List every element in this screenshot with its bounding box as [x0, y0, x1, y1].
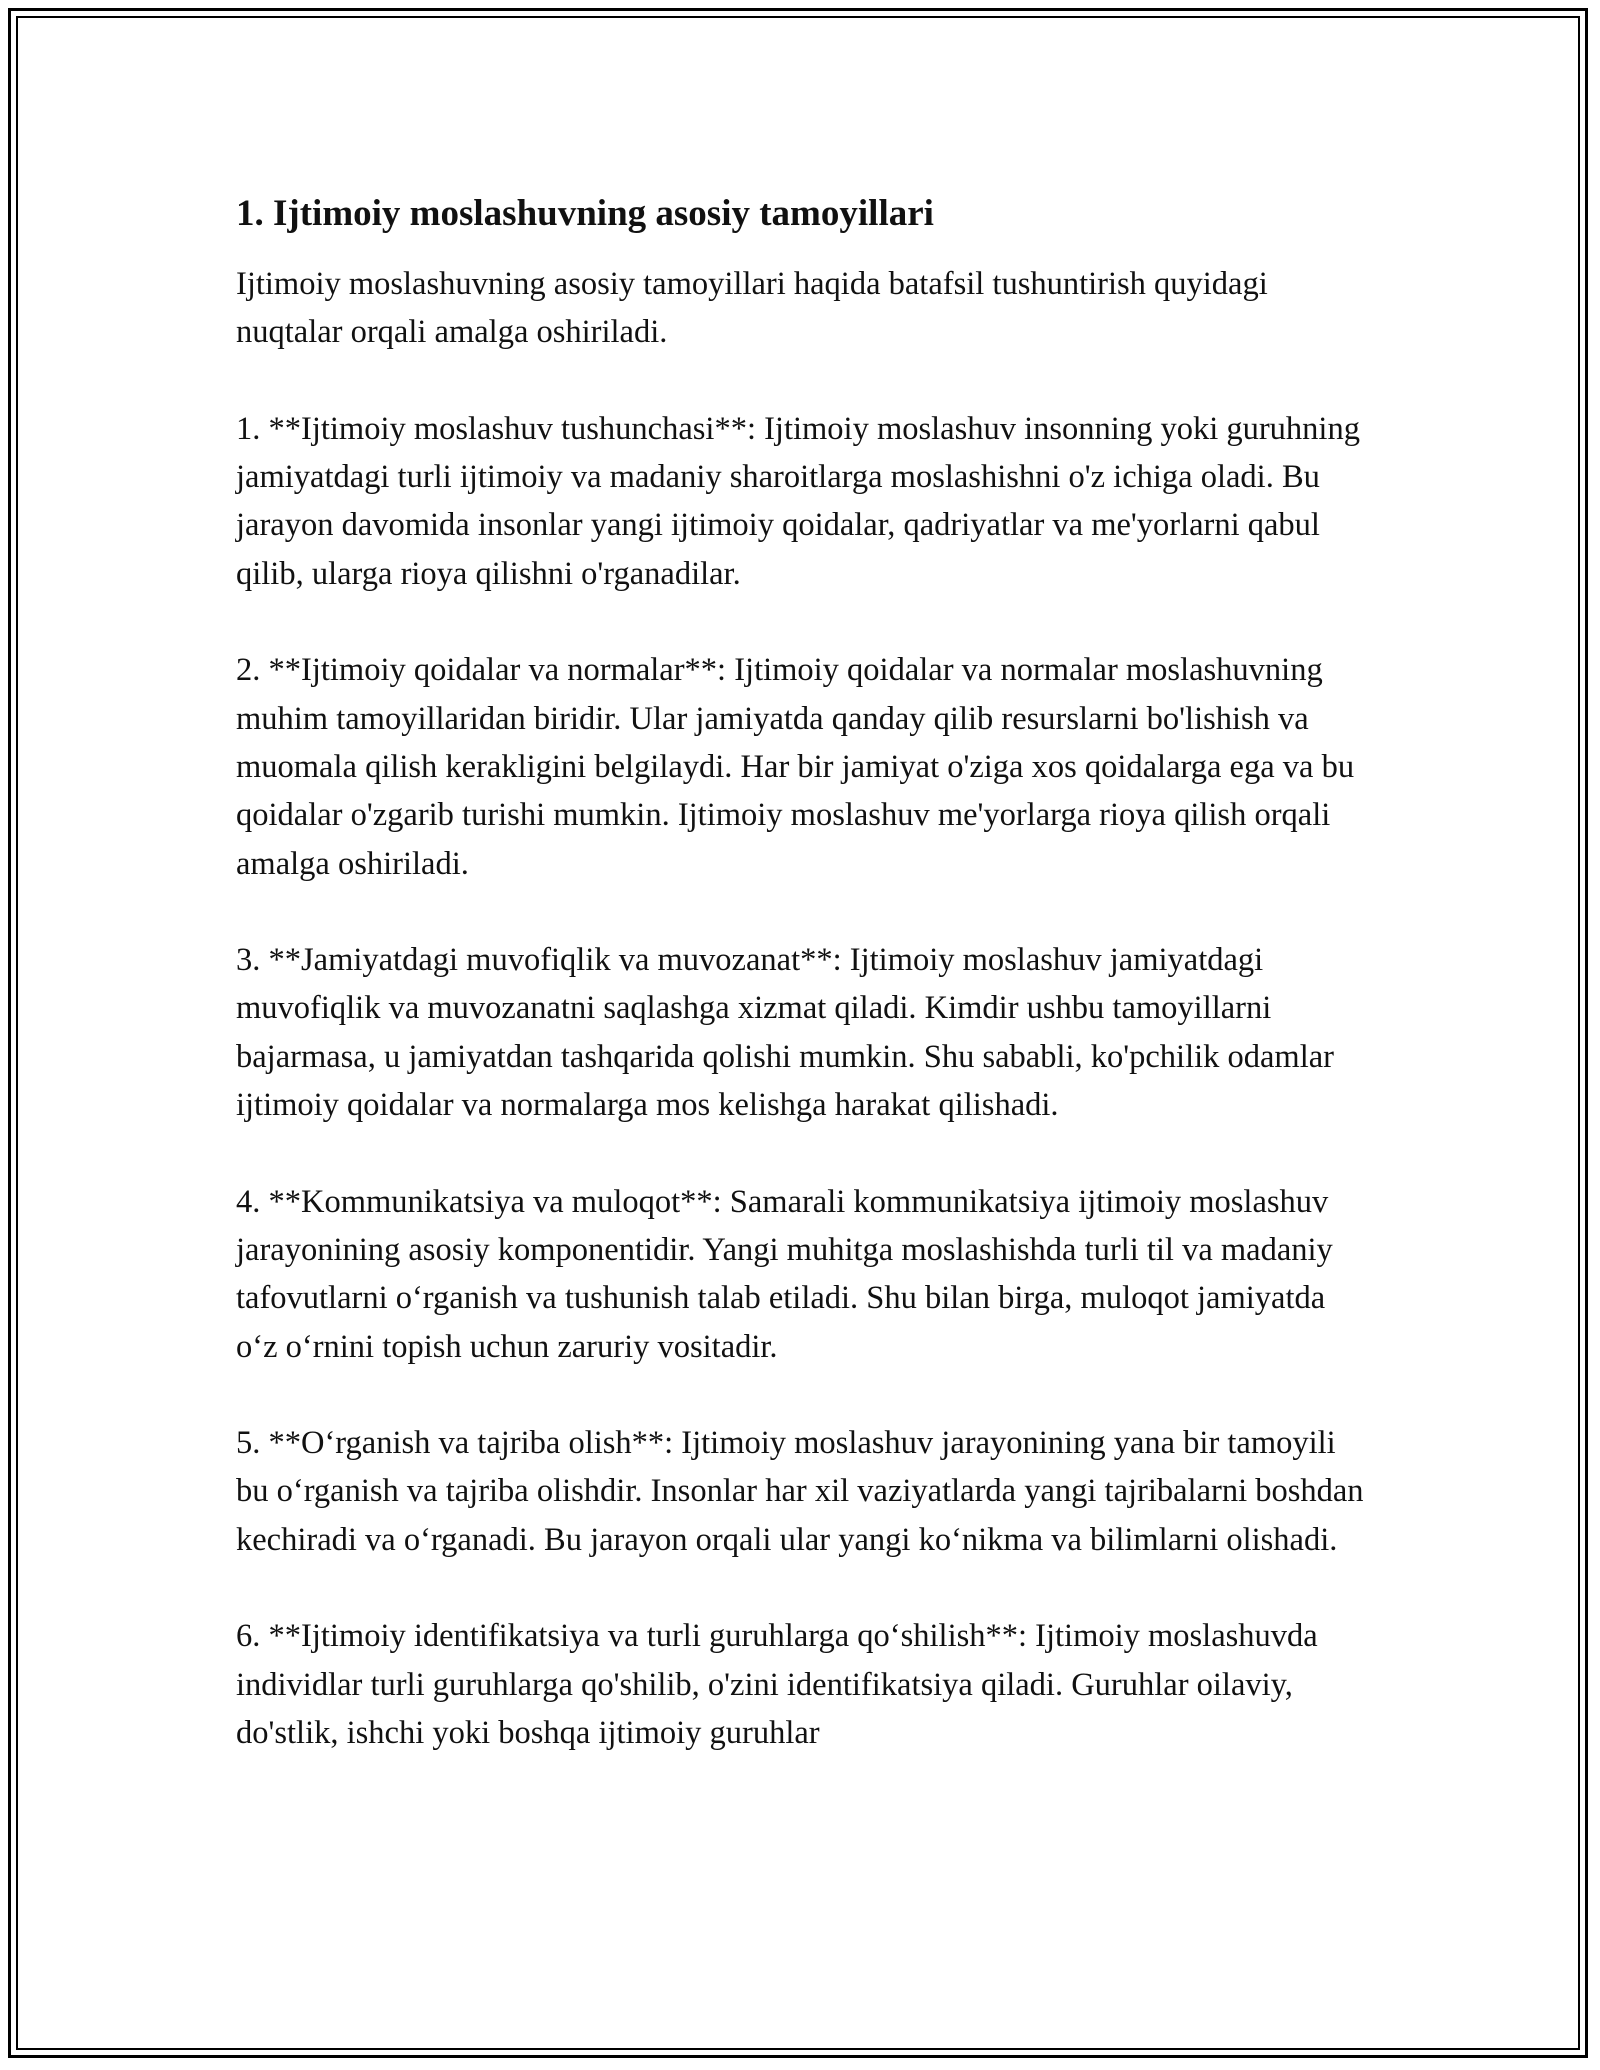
paragraph-item-2: 2. **Ijtimoiy qoidalar va normalar**: Ijtimoiy qoidalar va normalar moslashuvning muhim tamoyillaridan biridir. Ular jamiyatda qanday qilib resurslarni bo'lishish va muomala qilish kerakligini belgilaydi. Har bir jamiyat o'ziga xos qoidalarga ega va bu qoidalar o'zgarib turishi mumkin. Ijtimoiy moslashuv me'yorlarga rioya qilish orqali amalga oshiriladi.: [236, 652, 1355, 882]
paragraph-item-5: 5. **O‘rganish va tajriba olish**: Ijtimoiy moslashuv jarayonining yana bir tamoyili bu o‘rganish va tajriba olishdir. Insonlar har xil vaziyatlarda yangi tajribalarni boshdan kechiradi va o‘rganadi. Bu jarayon orqali ular yangi ko‘nikma va bilimlarni olishadi.: [236, 1425, 1364, 1558]
document-body: [236, 190, 1366, 1757]
paragraph-item-1: 1. **Ijtimoiy moslashuv tushunchasi**: Ijtimoiy moslashuv insonning yoki guruhning jamiyatdagi turli ijtimoiy va madaniy sharoitlarga moslashishni o'z ichiga oladi. Bu jarayon davomida insonlar yangi ijtimoiy qoidalar, qadriyatlar va me'yorlarni qabul qilib, ularga rioya qilishni o'rganadilar.: [236, 410, 1360, 592]
paragraph-item-6: 6. **Ijtimoiy identifikatsiya va turli guruhlarga qo‘shilish**: Ijtimoiy moslashuvda individlar turli guruhlarga qo'shilib, o'zini identifikatsiya qiladi. Guruhlar oilaviy, do'stlik, ishchi yoki boshqa ijtimoiy guruhlar: [236, 1618, 1318, 1751]
document-heading: 1. Ijtimoiy moslashuvning asosiy tamoyillari: [236, 193, 934, 234]
paragraph-item-4: 4. **Kommunikatsiya va muloqot**: Samarali kommunikatsiya ijtimoiy moslashuv jarayonining asosiy komponentidir. Yangi muhitga moslashishda turli til va madaniy tafovutlarni o‘rganish va tushunish talab etiladi. Shu bilan birga, muloqot jamiyatda o‘z o‘rnini topish uchun zaruriy vositadir.: [236, 1183, 1333, 1365]
intro-paragraph: Ijtimoiy moslashuvning asosiy tamoyillari haqida batafsil tushuntirish quyidagi nuqtalar orqali amalga oshiriladi.: [236, 266, 1268, 351]
paragraph-item-3: 3. **Jamiyatdagi muvofiqlik va muvozanat**: Ijtimoiy moslashuv jamiyatdagi muvofiqlik va muvozanatni saqlashga xizmat qiladi. Kimdir ushbu tamoyillarni bajarmasa, u jamiyatdan tashqarida qolishi mumkin. Shu sababli, ko'pchilik odamlar ijtimoiy qoidalar va normalarga mos kelishga harakat qilishadi.: [236, 942, 1334, 1124]
